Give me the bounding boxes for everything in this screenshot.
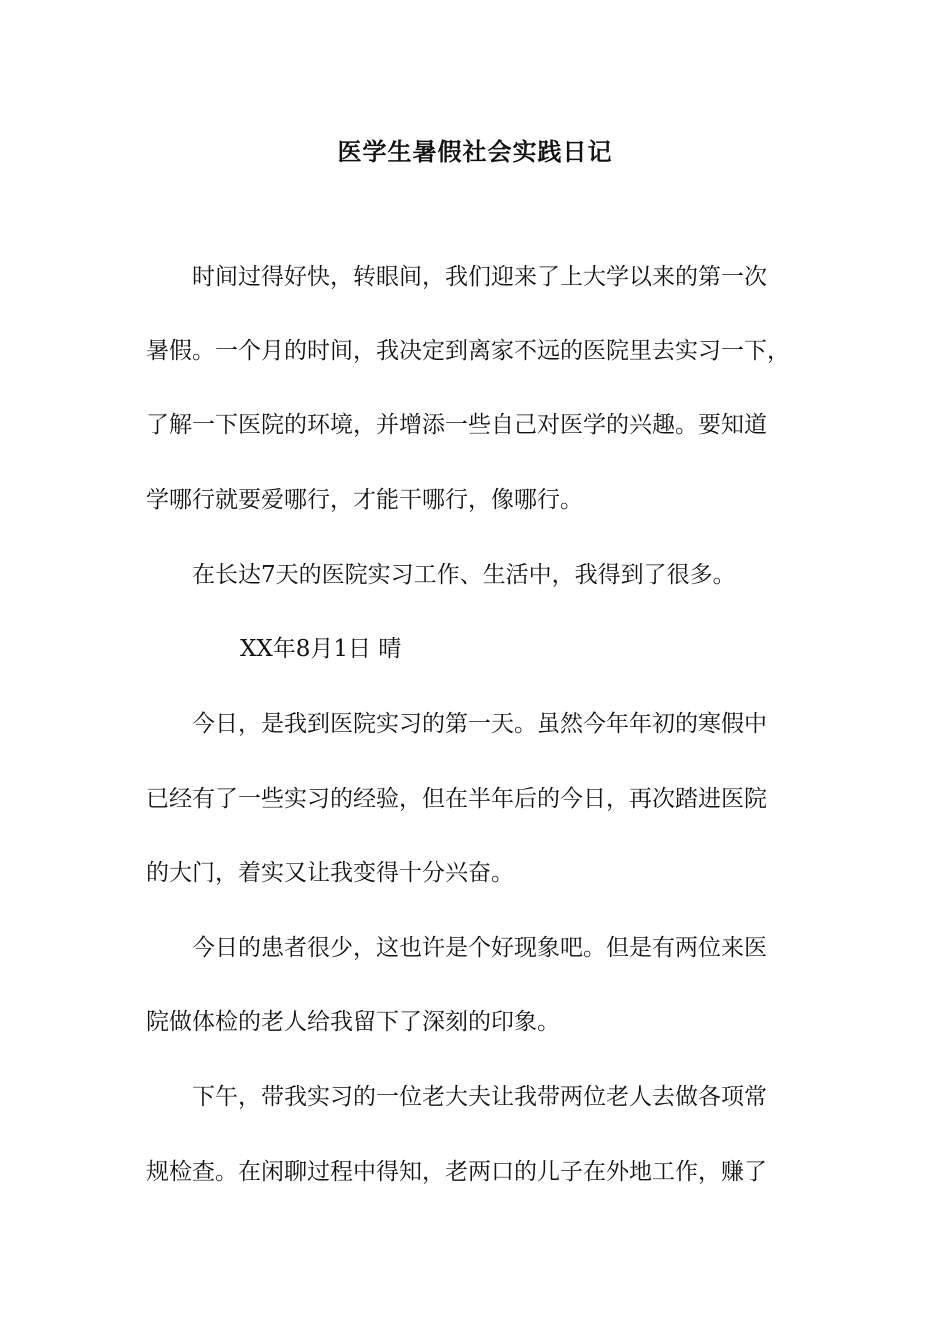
paragraph-line: 已经有了一些实习的经验，但在半年后的今日，再次踏进医院 — [146, 786, 767, 812]
paragraph-line: 在长达7天的医院实习工作、生活中，我得到了很多。 — [192, 562, 736, 588]
diary-date-line: XX年8月1日 晴 — [240, 636, 402, 662]
paragraph-line: 时间过得好快，转眼间，我们迎来了上大学以来的第一次 — [192, 264, 767, 290]
page-title: 医学生暑假社会实践日记 — [337, 138, 613, 166]
paragraph-line: 院做体检的老人给我留下了深刻的印象。 — [146, 1009, 560, 1035]
paragraph-line: 今日，是我到医院实习的第一天。虽然今年年初的寒假中 — [192, 711, 767, 737]
paragraph-line: 下午，带我实习的一位老大夫让我带两位老人去做各项常 — [192, 1084, 767, 1110]
paragraph-line: 规检查。在闲聊过程中得知，老两口的儿子在外地工作，赚了 — [146, 1159, 767, 1185]
paragraph-line: 学哪行就要爱哪行，才能干哪行，像哪行。 — [146, 487, 583, 513]
paragraph-line: 的大门，着实又让我变得十分兴奋。 — [146, 860, 514, 886]
paragraph-line: 今日的患者很少，这也许是个好现象吧。但是有两位来医 — [192, 935, 767, 961]
paragraph-line: 了解一下医院的环境，并增添一些自己对医学的兴趣。要知道 — [146, 412, 767, 438]
paragraph-line: 暑假。一个月的时间，我决定到离家不远的医院里去实习一下， — [146, 338, 790, 364]
